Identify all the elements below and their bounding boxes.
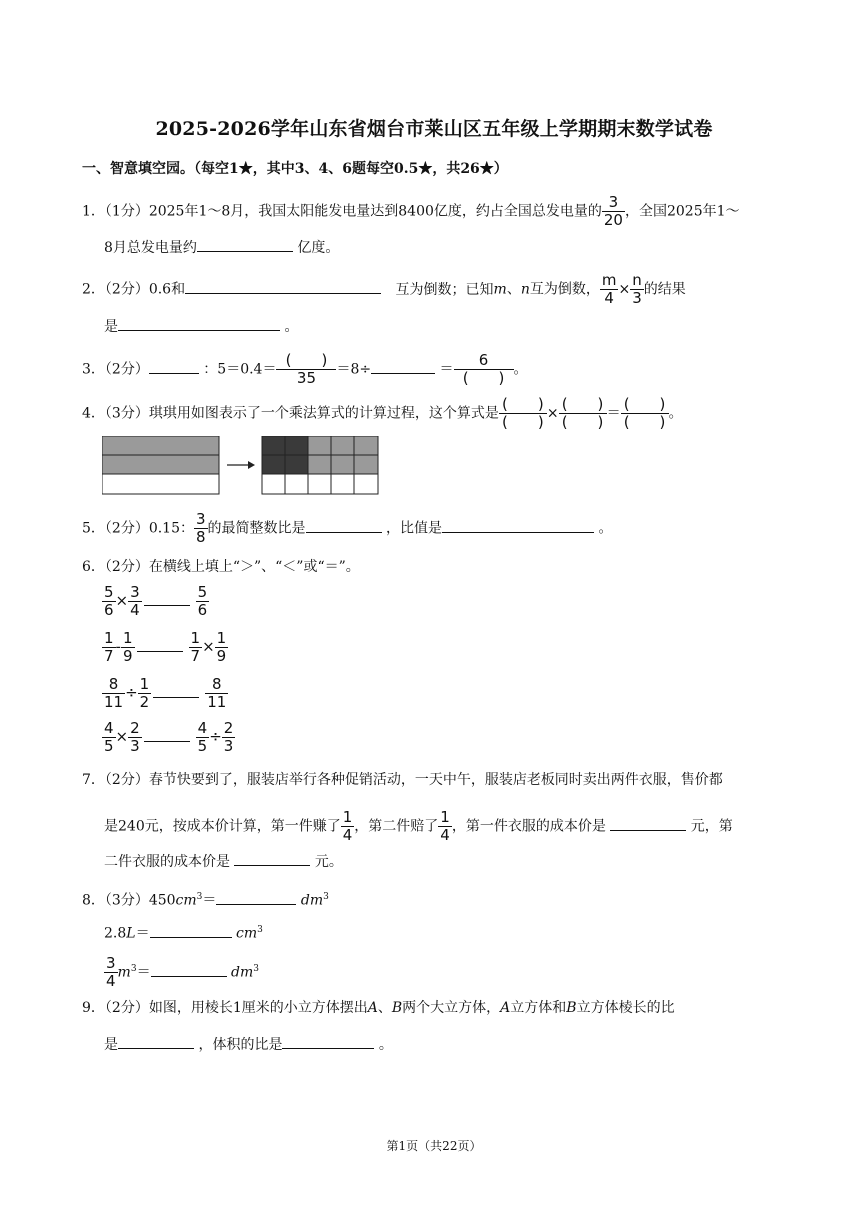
q5-blank-1[interactable] xyxy=(306,518,382,533)
q6-row1-left-frac-1-den: 6 xyxy=(104,601,114,619)
q2-var-n: n xyxy=(520,281,530,298)
q8-eq-2: ＝ xyxy=(135,925,150,942)
q6-row1-right-frac-1 xyxy=(196,584,210,619)
q2-text-c: 互为倒数， xyxy=(529,281,600,298)
page-footer: 第1页（共22页） xyxy=(386,1139,482,1153)
q3-blank-2[interactable] xyxy=(371,359,435,374)
q8-unit-cm-2: cm xyxy=(236,925,258,942)
q6-row2-right-frac-1-num: 1 xyxy=(190,629,201,647)
q6-row xyxy=(102,720,235,755)
q7-frac-1 xyxy=(341,809,355,844)
q6-row3-left-frac-1 xyxy=(102,676,125,711)
q9-sep: 、 xyxy=(377,1000,392,1016)
right-grid xyxy=(262,436,378,494)
q1-text-a: 1．（1分）2025年1～8月，我国太阳能发电量达到8400亿度，约占全国总发电量的 xyxy=(82,203,602,220)
question-7-line-1 xyxy=(82,770,723,790)
q6-row2-right-op: × xyxy=(202,637,215,656)
q6-row3-left-frac-1-den: 11 xyxy=(104,693,124,711)
q8-frac-den: 4 xyxy=(106,972,116,990)
q8-text-b: 2.8 xyxy=(104,925,127,942)
q6-row3-left-frac-1-num: 8 xyxy=(108,675,119,693)
q6-row2-right-frac-2-den: 9 xyxy=(216,647,227,665)
q5-frac-den: 8 xyxy=(196,528,206,546)
q4-frac2-num: ( ) xyxy=(561,395,604,413)
q5-blank-2[interactable] xyxy=(442,518,594,533)
question-8-line-2 xyxy=(104,920,263,944)
q6-row1-op: × xyxy=(115,591,129,610)
q6-row4-right-frac-2-den: 3 xyxy=(223,737,234,755)
question-8-line-1 xyxy=(82,887,329,911)
q8-eq-1: ＝ xyxy=(202,892,217,909)
q6-row3-right-frac-1-num: 8 xyxy=(211,675,222,693)
q6-row xyxy=(102,676,228,711)
q7-frac-2 xyxy=(438,809,452,844)
q6-row2-right-frac-2 xyxy=(215,630,229,665)
q6-row2-left-frac-2 xyxy=(121,630,135,665)
q6-row4-right-frac-2-num: 2 xyxy=(223,719,234,737)
q2-frac2-den: 3 xyxy=(632,289,642,307)
q6-row4-left-frac-1-den: 5 xyxy=(104,737,114,755)
q3-text-c: ＝8÷ xyxy=(336,361,372,378)
q9-text-f: ，体积的比是 xyxy=(198,1037,283,1053)
q6-row2-left-frac-1-num: 1 xyxy=(104,629,114,647)
q2-frac-2 xyxy=(630,272,644,307)
q4-equals: ＝ xyxy=(606,405,621,422)
q7-frac1-num: 1 xyxy=(342,808,353,826)
q2-sep: 、 xyxy=(506,281,521,298)
q8-blank-1[interactable] xyxy=(216,890,296,905)
q9-blank-1[interactable] xyxy=(118,1034,194,1049)
arrow-icon xyxy=(227,461,255,469)
q6-row3-right-frac-1 xyxy=(205,676,228,711)
q4-end: 。 xyxy=(668,405,683,422)
q1-frac-den: 20 xyxy=(603,211,623,229)
question-1-line-2 xyxy=(104,237,339,258)
q1-text-c: 8月总发电量约 xyxy=(104,240,197,256)
q4-frac3-den: ( ) xyxy=(621,413,669,431)
q8-exp-2: 3 xyxy=(323,892,329,902)
question-4-line xyxy=(82,396,683,431)
q7-text-c: ，第二件赔了 xyxy=(354,818,439,835)
q2-frac1-num: m xyxy=(601,271,617,289)
q3-frac1-den: 35 xyxy=(276,369,336,387)
q1-frac-num: 3 xyxy=(608,193,619,211)
q6-row1-right-frac-1-num: 5 xyxy=(197,583,208,601)
q6-row3-left-frac-2 xyxy=(138,676,152,711)
question-5-line xyxy=(82,511,612,546)
q3-text-b: ：5＝0.4＝ xyxy=(203,361,277,378)
q6-row xyxy=(102,584,209,619)
q2-text-e: 是 xyxy=(104,319,118,335)
q4-text-a: 4．（3分）琪琪用如图表示了一个乘法算式的计算过程，这个算式是 xyxy=(82,405,499,422)
q6-row2-blank[interactable] xyxy=(137,637,183,652)
q6-row4-right-frac-1-den: 5 xyxy=(197,737,208,755)
q5-text-a: 5．（2分）0.15： xyxy=(82,520,194,537)
q9-label-A: A xyxy=(367,1000,378,1016)
q5-frac-num: 3 xyxy=(196,510,206,528)
q9-label-B-2: B xyxy=(566,1000,577,1016)
q8-exp-5: 3 xyxy=(253,963,259,974)
q4-frac3-num: ( ) xyxy=(623,395,666,413)
question-8-line-3 xyxy=(104,955,259,990)
q7-text-d: ，第一件衣服的成本价是 xyxy=(451,818,606,835)
q2-frac-1 xyxy=(600,272,619,307)
q6-row xyxy=(102,630,228,665)
q7-frac2-den: 4 xyxy=(440,826,450,844)
q6-row3-left-frac-2-num: 1 xyxy=(139,675,150,693)
q1-fraction xyxy=(602,194,625,229)
q3-frac-2 xyxy=(454,352,514,387)
q6-row2-left-frac-1-den: 7 xyxy=(104,647,114,665)
question-2-line-1 xyxy=(82,272,686,307)
q3-frac2-num: 6 xyxy=(478,351,489,369)
q7-text-e: 元，第 xyxy=(690,818,733,835)
q9-label-B: B xyxy=(391,1000,403,1016)
q6-row2-right-frac-1-den: 7 xyxy=(190,647,201,665)
q9-text-g: 。 xyxy=(378,1037,393,1053)
left-rectangle xyxy=(102,436,219,494)
q4-frac-3 xyxy=(621,396,669,431)
q6-row2-left-frac-2-num: 1 xyxy=(122,629,133,647)
q7-frac2-num: 1 xyxy=(440,808,450,826)
q6-row4-right-frac-1 xyxy=(196,720,210,755)
q9-text-d: 立方体棱长的比 xyxy=(576,1000,675,1016)
q6-row4-op: × xyxy=(115,727,129,746)
q6-row1-right-frac-1-den: 6 xyxy=(197,601,208,619)
q8-exp-3: 3 xyxy=(257,925,263,935)
q8-exp-1: 3 xyxy=(196,892,203,902)
question-7-line-3 xyxy=(104,851,343,872)
q4-frac2-den: ( ) xyxy=(559,413,607,431)
page-title: 2025-2026学年山东省烟台市莱山区五年级上学期期末数学试卷 xyxy=(155,118,713,140)
q4-frac-1 xyxy=(499,396,547,431)
q9-text-b: 两个大立方体， xyxy=(402,1000,501,1016)
q6-row4-left-frac-2-den: 3 xyxy=(130,737,140,755)
q9-label-A-2: A xyxy=(500,1000,511,1016)
q4-multiplication-diagram xyxy=(102,436,382,498)
q3-blank-1[interactable] xyxy=(149,359,199,374)
q3-text-a: 3．（2分） xyxy=(82,361,149,378)
q6-row2-right-frac-2-num: 1 xyxy=(216,629,227,647)
q6-row4-right-frac-2 xyxy=(222,720,236,755)
q8-unit-m: m xyxy=(117,964,131,981)
q8-blank-3[interactable] xyxy=(151,962,227,977)
q2-text-b: 互为倒数；已知 xyxy=(395,281,494,298)
q6-text-a: 6．（2分）在横线上填上“＞”、“＜”或“＝”。 xyxy=(82,559,360,575)
question-6-line xyxy=(82,557,360,577)
q8-unit-dm-1: dm xyxy=(300,892,324,909)
q8-text-a: 8．（3分）450 xyxy=(82,892,176,909)
q2-var-m: m xyxy=(493,281,507,298)
q5-text-c: ，比值是 xyxy=(386,520,442,537)
q9-blank-2[interactable] xyxy=(282,1034,374,1049)
q6-row1-left-frac-1 xyxy=(102,584,116,619)
q6-row4-left-frac-1 xyxy=(102,720,116,755)
q6-row1-left-frac-2-num: 3 xyxy=(130,583,140,601)
q8-eq-3: ＝ xyxy=(136,964,151,981)
q4-frac1-num: ( ) xyxy=(501,395,544,413)
q6-row1-left-frac-1-num: 5 xyxy=(104,583,114,601)
q4-frac1-den: ( ) xyxy=(499,413,547,431)
q9-text-a: 9．（2分）如图，用棱长1厘米的小立方体摆出 xyxy=(82,1000,368,1016)
q7-blank-2[interactable] xyxy=(234,851,310,866)
q5-fraction xyxy=(194,511,208,546)
q3-text-d: ＝ xyxy=(439,361,454,378)
q6-row4-left-frac-2 xyxy=(128,720,142,755)
question-1-line-1 xyxy=(82,194,740,229)
q6-row2-left-frac-1 xyxy=(102,630,116,665)
q6-row1-left-frac-2-den: 4 xyxy=(130,601,140,619)
question-2-line-2 xyxy=(104,316,298,337)
q7-text-b: 是240元，按成本价计算，第一件赚了 xyxy=(104,818,341,835)
section-heading: 一、智意填空园。（每空1★，其中3、4、6题每空0.5★，共26★） xyxy=(82,161,508,177)
q6-row3-left-frac-2-den: 2 xyxy=(139,693,150,711)
q1-answer-blank[interactable] xyxy=(197,237,293,252)
q4-frac-2 xyxy=(559,396,607,431)
q8-frac-num: 3 xyxy=(106,954,116,972)
question-3-line xyxy=(82,352,528,387)
q6-row4-right-frac-1-num: 4 xyxy=(197,719,208,737)
q6-row1-blank[interactable] xyxy=(144,591,190,606)
q8-blank-2[interactable] xyxy=(150,923,232,938)
q7-text-h: 元。 xyxy=(314,854,343,870)
question-9-line-1 xyxy=(82,998,675,1018)
q6-row3-op: ÷ xyxy=(125,683,138,702)
q7-text-a: 7．（2分）春节快要到了，服装店举行各种促销活动，一天中午，服装店老板同时卖出两件衣服，售价都 xyxy=(82,772,723,788)
q3-frac1-num: ( ) xyxy=(285,351,328,369)
q5-text-b: 的最简整数比是 xyxy=(207,520,306,537)
q2-times: × xyxy=(618,281,631,298)
q6-row3-blank[interactable] xyxy=(153,683,199,698)
q8-unit-L: L xyxy=(126,925,136,942)
q3-text-e: 。 xyxy=(513,361,528,378)
q6-row2-right-frac-1 xyxy=(189,630,203,665)
q6-row4-blank[interactable] xyxy=(144,727,190,742)
q6-row3-right-frac-1-den: 11 xyxy=(207,693,227,711)
q8-exp-4: 3 xyxy=(130,963,137,974)
q3-frac2-den: ( ) xyxy=(454,369,514,387)
q2-blank-1[interactable] xyxy=(185,279,381,294)
q1-text-d: 亿度。 xyxy=(297,240,340,256)
q8-fraction xyxy=(104,955,118,990)
q4-times: × xyxy=(546,405,559,422)
q6-row4-right-op: ÷ xyxy=(209,727,222,746)
q2-blank-2[interactable] xyxy=(118,316,280,331)
q7-text-g: 二件衣服的成本价是 xyxy=(104,854,230,870)
question-7-line-2 xyxy=(104,809,733,844)
q9-text-c: 立方体和 xyxy=(510,1000,567,1016)
q6-row4-left-frac-1-num: 4 xyxy=(104,719,114,737)
q2-text-a: 2．（2分）0.6和 xyxy=(82,281,186,298)
q3-frac-1 xyxy=(276,352,336,387)
q9-text-e: 是 xyxy=(104,1037,118,1053)
q6-row1-left-frac-2 xyxy=(128,584,142,619)
q6-row4-left-frac-2-num: 2 xyxy=(130,719,140,737)
q2-frac2-num: n xyxy=(632,271,642,289)
q5-text-d: 。 xyxy=(598,520,613,537)
q8-unit-cm: cm xyxy=(175,892,197,909)
q2-frac1-den: 4 xyxy=(600,289,619,307)
q2-text-f: 。 xyxy=(284,319,299,335)
q1-text-b: ，全国2025年1～ xyxy=(624,203,740,220)
q2-text-d: 的结果 xyxy=(643,281,686,298)
q6-row2-op: - xyxy=(115,637,121,656)
q7-blank-1[interactable] xyxy=(610,816,686,831)
question-9-line-2 xyxy=(104,1034,393,1055)
q6-row2-left-frac-2-den: 9 xyxy=(122,647,133,665)
q7-frac1-den: 4 xyxy=(342,826,353,844)
q8-unit-dm-2: dm xyxy=(231,964,254,981)
